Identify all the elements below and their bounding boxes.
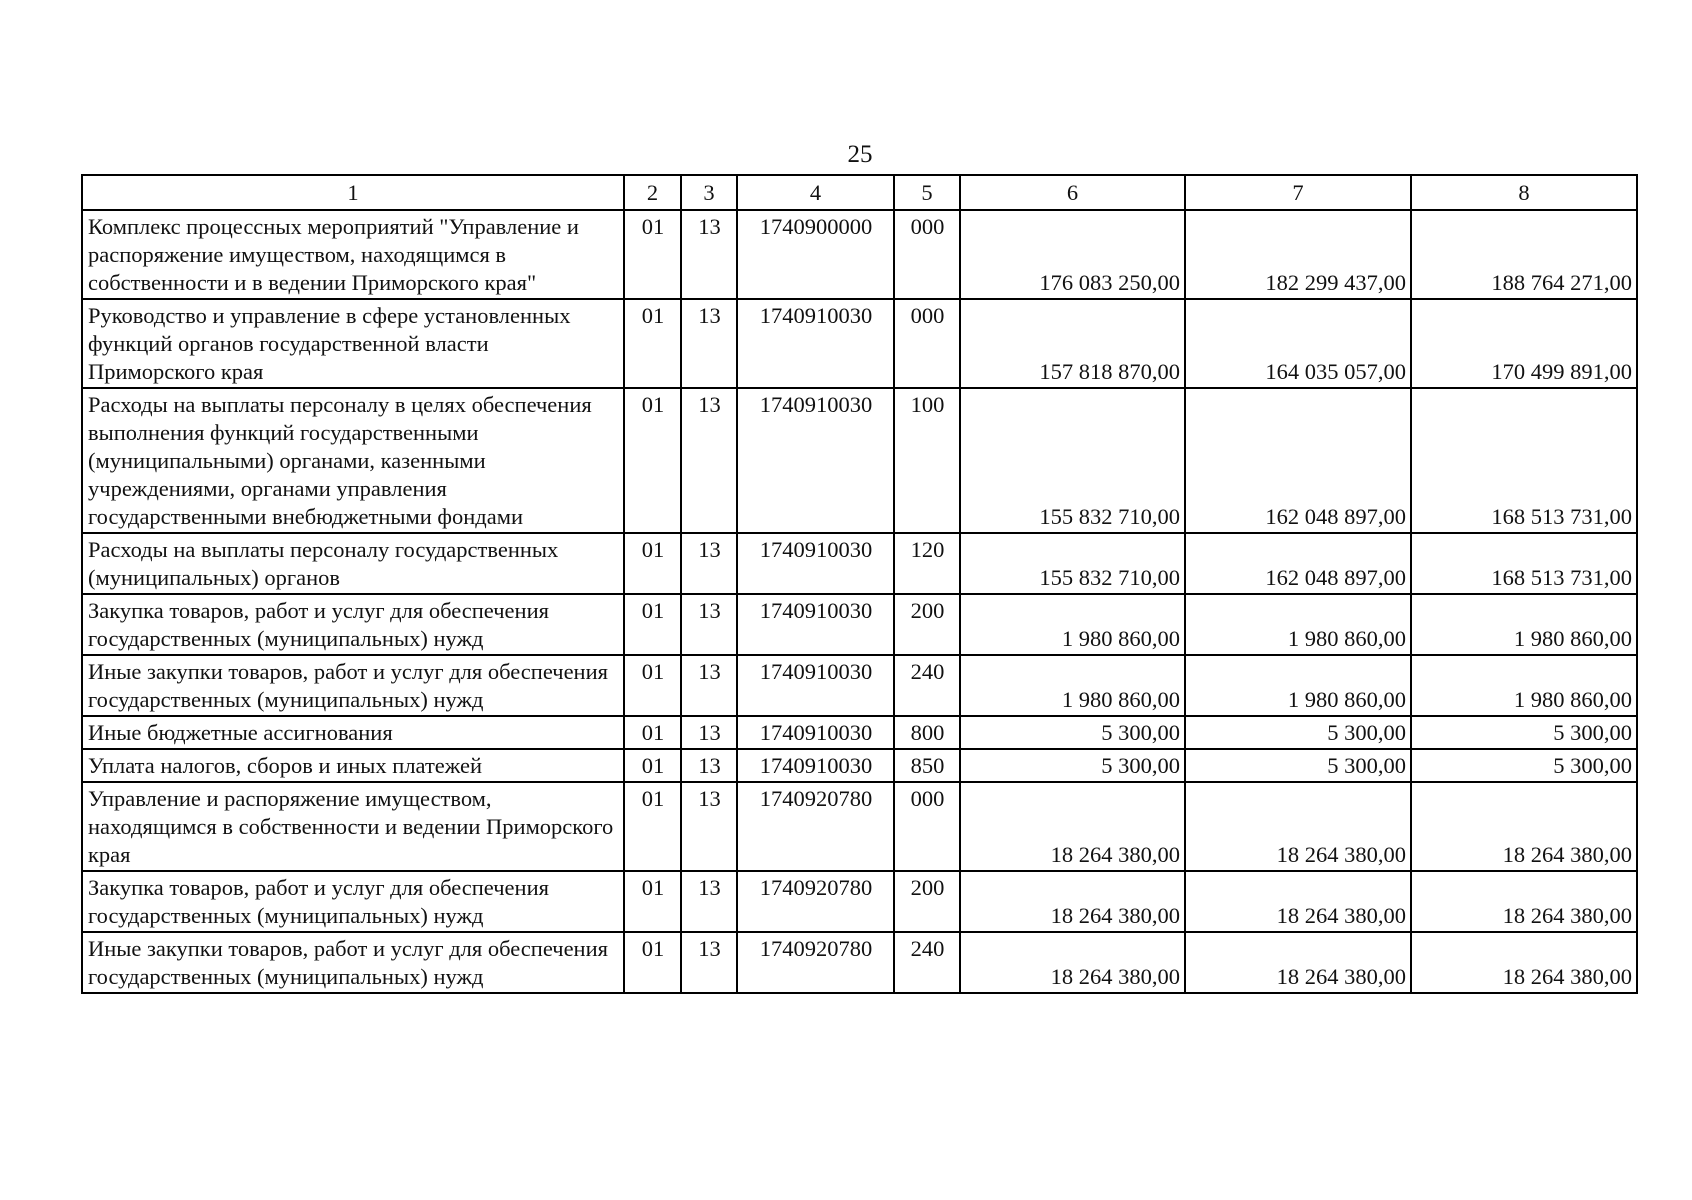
- column-header: 7: [1185, 175, 1411, 210]
- table-row: [82, 388, 1637, 533]
- column-header: 4: [737, 175, 894, 210]
- column-header: 5: [894, 175, 960, 210]
- table-row: [82, 655, 1637, 716]
- section-code: 01: [624, 533, 681, 594]
- amount-col-6: 155 832 710,00: [960, 388, 1185, 533]
- amount-col-7: 5 300,00: [1185, 716, 1411, 749]
- amount-col-6: 5 300,00: [960, 716, 1185, 749]
- amount-col-6: 18 264 380,00: [960, 932, 1185, 993]
- amount-col-8: 188 764 271,00: [1411, 210, 1637, 299]
- table-row: [82, 299, 1637, 388]
- target-article-code: 1740910030: [737, 749, 894, 782]
- row-name: Иные бюджетные ассигнования: [82, 716, 624, 749]
- table-row: [82, 210, 1637, 299]
- table-row: [82, 932, 1637, 993]
- amount-col-8: 18 264 380,00: [1411, 782, 1637, 871]
- expense-type-code: 200: [894, 594, 960, 655]
- page-number: 25: [847, 141, 873, 168]
- expense-type-code: 850: [894, 749, 960, 782]
- expense-type-code: 000: [894, 299, 960, 388]
- amount-col-7: 164 035 057,00: [1185, 299, 1411, 388]
- header-row: [82, 175, 1637, 210]
- row-name: Иные закупки товаров, работ и услуг для обеспечения государственных (муниципальных) нужд: [82, 932, 624, 993]
- amount-col-7: 1 980 860,00: [1185, 655, 1411, 716]
- subsection-code: 13: [681, 932, 737, 993]
- table-row: [82, 782, 1637, 871]
- expense-type-code: 120: [894, 533, 960, 594]
- amount-col-8: 168 513 731,00: [1411, 533, 1637, 594]
- amount-col-7: 1 980 860,00: [1185, 594, 1411, 655]
- subsection-code: 13: [681, 782, 737, 871]
- amount-col-7: 162 048 897,00: [1185, 388, 1411, 533]
- amount-col-7: 5 300,00: [1185, 749, 1411, 782]
- subsection-code: 13: [681, 210, 737, 299]
- column-header: 3: [681, 175, 737, 210]
- expense-type-code: 200: [894, 871, 960, 932]
- column-header: 6: [960, 175, 1185, 210]
- amount-col-6: 155 832 710,00: [960, 533, 1185, 594]
- column-header: 1: [82, 175, 624, 210]
- row-name: Управление и распоряжение имуществом, находящимся в собственности и ведении Приморского края: [82, 782, 624, 871]
- target-article-code: 1740910030: [737, 594, 894, 655]
- table-row: [82, 871, 1637, 932]
- budget-table: [81, 174, 1638, 994]
- target-article-code: 1740910030: [737, 299, 894, 388]
- subsection-code: 13: [681, 299, 737, 388]
- expense-type-code: 800: [894, 716, 960, 749]
- amount-col-7: 18 264 380,00: [1185, 871, 1411, 932]
- subsection-code: 13: [681, 716, 737, 749]
- table-row: [82, 716, 1637, 749]
- amount-col-8: 168 513 731,00: [1411, 388, 1637, 533]
- row-name: Расходы на выплаты персоналу в целях обеспечения выполнения функций государственными (муниципальными) органами, казенными учреждениями, органами управления государственными внебюджетными фондами: [82, 388, 624, 533]
- row-name: Закупка товаров, работ и услуг для обеспечения государственных (муниципальных) нужд: [82, 871, 624, 932]
- amount-col-8: 1 980 860,00: [1411, 594, 1637, 655]
- target-article-code: 1740910030: [737, 533, 894, 594]
- expense-type-code: 240: [894, 655, 960, 716]
- table-row: [82, 533, 1637, 594]
- subsection-code: 13: [681, 594, 737, 655]
- amount-col-7: 162 048 897,00: [1185, 533, 1411, 594]
- expense-type-code: 000: [894, 210, 960, 299]
- amount-col-6: 1 980 860,00: [960, 594, 1185, 655]
- section-code: 01: [624, 388, 681, 533]
- subsection-code: 13: [681, 749, 737, 782]
- target-article-code: 1740910030: [737, 716, 894, 749]
- target-article-code: 1740920780: [737, 782, 894, 871]
- target-article-code: 1740920780: [737, 871, 894, 932]
- amount-col-7: 18 264 380,00: [1185, 782, 1411, 871]
- table-row: [82, 594, 1637, 655]
- section-code: 01: [624, 782, 681, 871]
- section-code: 01: [624, 749, 681, 782]
- amount-col-8: 5 300,00: [1411, 749, 1637, 782]
- column-header: 8: [1411, 175, 1637, 210]
- amount-col-6: 176 083 250,00: [960, 210, 1185, 299]
- subsection-code: 13: [681, 388, 737, 533]
- target-article-code: 1740900000: [737, 210, 894, 299]
- section-code: 01: [624, 594, 681, 655]
- target-article-code: 1740920780: [737, 932, 894, 993]
- column-header: 2: [624, 175, 681, 210]
- subsection-code: 13: [681, 533, 737, 594]
- amount-col-6: 157 818 870,00: [960, 299, 1185, 388]
- amount-col-8: 170 499 891,00: [1411, 299, 1637, 388]
- subsection-code: 13: [681, 655, 737, 716]
- section-code: 01: [624, 655, 681, 716]
- section-code: 01: [624, 871, 681, 932]
- row-name: Уплата налогов, сборов и иных платежей: [82, 749, 624, 782]
- expense-type-code: 100: [894, 388, 960, 533]
- section-code: 01: [624, 210, 681, 299]
- expense-type-code: 000: [894, 782, 960, 871]
- amount-col-8: 1 980 860,00: [1411, 655, 1637, 716]
- amount-col-8: 18 264 380,00: [1411, 932, 1637, 993]
- section-code: 01: [624, 932, 681, 993]
- amount-col-8: 18 264 380,00: [1411, 871, 1637, 932]
- row-name: Комплекс процессных мероприятий "Управление и распоряжение имуществом, находящимся в собственности и в ведении Приморского края": [82, 210, 624, 299]
- row-name: Иные закупки товаров, работ и услуг для обеспечения государственных (муниципальных) нужд: [82, 655, 624, 716]
- amount-col-6: 18 264 380,00: [960, 871, 1185, 932]
- amount-col-6: 5 300,00: [960, 749, 1185, 782]
- amount-col-7: 182 299 437,00: [1185, 210, 1411, 299]
- row-name: Закупка товаров, работ и услуг для обеспечения государственных (муниципальных) нужд: [82, 594, 624, 655]
- subsection-code: 13: [681, 871, 737, 932]
- expense-type-code: 240: [894, 932, 960, 993]
- target-article-code: 1740910030: [737, 388, 894, 533]
- target-article-code: 1740910030: [737, 655, 894, 716]
- section-code: 01: [624, 716, 681, 749]
- row-name: Руководство и управление в сфере установленных функций органов государственной власти Приморского края: [82, 299, 624, 388]
- amount-col-6: 18 264 380,00: [960, 782, 1185, 871]
- table-row: [82, 749, 1637, 782]
- section-code: 01: [624, 299, 681, 388]
- row-name: Расходы на выплаты персоналу государственных (муниципальных) органов: [82, 533, 624, 594]
- amount-col-6: 1 980 860,00: [960, 655, 1185, 716]
- amount-col-8: 5 300,00: [1411, 716, 1637, 749]
- amount-col-7: 18 264 380,00: [1185, 932, 1411, 993]
